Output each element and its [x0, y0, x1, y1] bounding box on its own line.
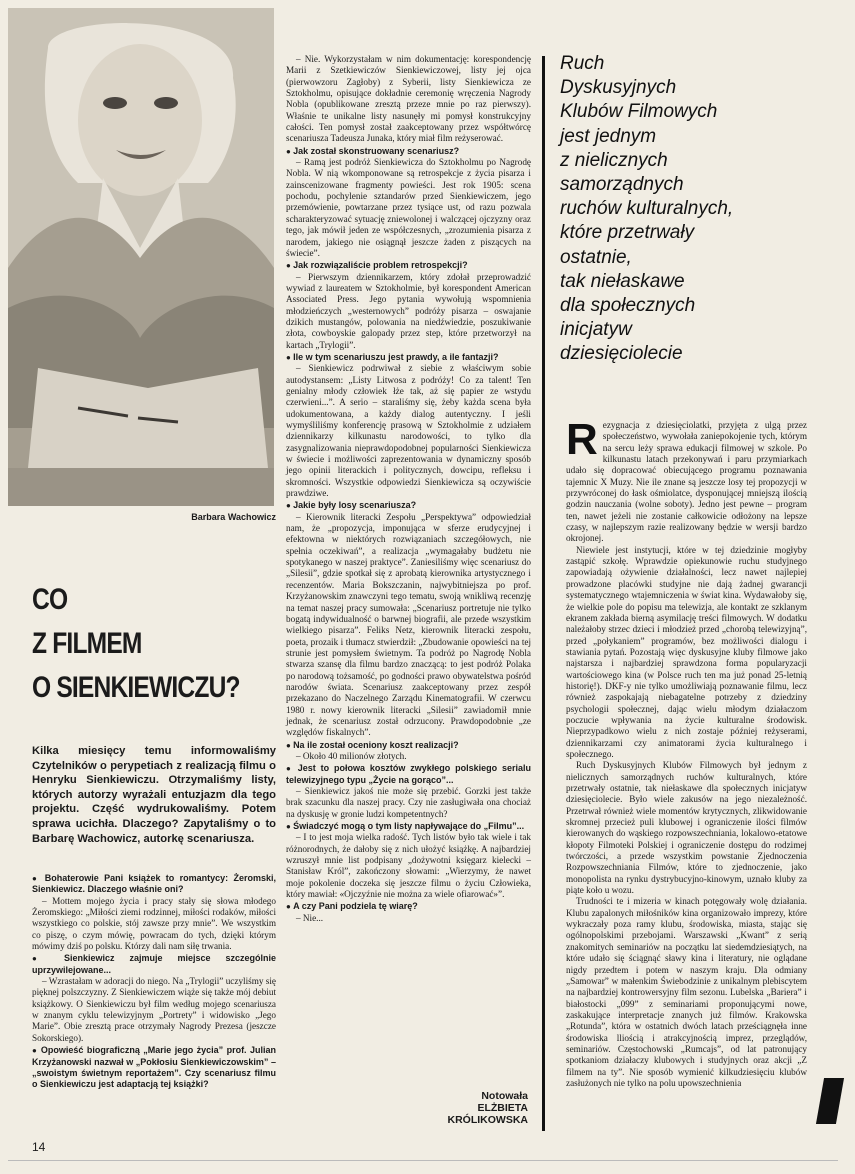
- question: ● Jak został skonstruowany scenariusz?: [286, 146, 531, 157]
- headline-line-1: CO: [32, 583, 68, 616]
- answer: – Pierwszym dziennikarzem, który zdołał przeprowadzić wywiad z laureatem w Sztokholmie, był korespondent American Associated Press. Jego pytania wywołują wspomnienia młodzieńczych „westernowych” podróży pisarza – oswajanie dzikich mustangów, polowania na niedźwiedzie, poszukiwanie złota, cowboyskie galopady przez step, które przetworzył na kartach „Trylogii”.: [286, 271, 531, 350]
- paragraph: Niewiele jest instytucji, które w tej dziedzinie mogłyby zastąpić szkołę. Wprawdzie opiekunowie ruchu studyjnego zapowiadają ożywienie działalności, lecz nawet najlepiej prowadzone placówki studyjne nie dają żadnej gwarancji systematycznego wtajemniczenia w świat kina. Wydawałoby się, że wielkie pole do popisu ma telewizja, ale kontakt ze szklanym ekranem zakłada bierną asymilację treści filmowych. W dodatku należałoby strzec dzieci i młodzież przed „chorobą telewizyjną”, przed „połykaniem” programów, bez możliwości dialogu i stawiania pytań. Pozostają więc dyskusyjne kluby filmowe jako najstarsza i najbardziej sprawdzona forma popularyzacji wartościowego kina (w Polsce ruch ten ma już ponad 25-letnią historię!). DKF-y nie tylko umożliwiają poznawanie filmu, lecz również zaspokajają niebagatelne potrzeby z dziedziny psychologii społecznej, dając wielu młodym działaczom poczucie wpływania na życie kulturalne środowisk. Nieprzypadkowo wielu z nich zostaje później reżyserami, dziennikarzami czy animatorami życia kulturalnego i społecznego.: [566, 544, 807, 759]
- question: ● Jakie były losy scenariusza?: [286, 500, 531, 511]
- pull-quote-line: samorządnych: [560, 174, 684, 196]
- headline-line-2: Z FILMEM: [32, 627, 142, 660]
- edge-marker: [816, 1078, 844, 1124]
- article-lead: Kilka miesięcy temu informowaliśmy Czytelników o perypetiach z realizacją filmu o Henryku Sienkiewiczu. Otrzymaliśmy listy, których autorzy wyrażali entuzjazm dla tego projektu. Część wydrukowaliśmy. Potem sprawa ucichła. Dlaczego? Zapytaliśmy o to Barbarę Wachowicz, autorkę scenariusza.: [32, 745, 276, 845]
- answer: – Mottem mojego życia i pracy stały się słowa młodego Żeromskiego: „Miłości ziemi rodzinnej, miłości rodaków, miłości wszystkiego co polskie, stój zawsze przy mnie”. We wszystkim co piszę, o czym mówię, powracam do tych, dzięki którym mówimy dziś po polsku. Którzy dali nam siłę trwania.: [32, 895, 276, 952]
- pull-quote-line: które przetrwały: [560, 222, 695, 244]
- answer: – Wzrastałam w adoracji do niego. Na „Trylogii” uczyliśmy się pięknej polszczyzny. Z Sienkiewiczem wiąże się także mój debiut książkowy. O Sienkiewiczu był film według mojego scenariusza w znanym cyklu telewizyjnym „Portrety” i widowisko „Jego Marie”. Obie zresztą prace otrzymały Nagrody Prezesa (jeszcze Sokorskiego).: [32, 976, 276, 1043]
- signature-label: Notowała: [481, 1090, 528, 1102]
- pull-quote-line: dziesięciolecie: [560, 343, 683, 365]
- paragraph: Trudności te i mizeria w kinach potęgowały wolę działania. Klubu zapalonych miłośników kina organizowało imprezy, które wykraczały poza ramy klubu, środowiska, miasta, stając się ogólnopolskimi przebojami. Warszawski „Kwant” z serią znakomitych seminariów na początku lat siedemdziesiątych, na które udało się ściągnąć sławy kina i literatury, nie oglądane nigdy przedtem i potem w naszym kraju. Dla odmiany „Samowar” w małenkim Świebodzinie z unikalnym plebiscytem na najbardziej kontrowersyjny film sezonu. Lubelska „Bariera” i białostocki „099” z seminariami proponującymi nowe, zaskakujące interpretacje znanych już filmów. Krakowska „Rotunda”, która w ostatnich dwóch latach prześciągnęła inne środowiska lliością i atrakcyjnością imprez, przeglądów, seminariów. Częstochowski „Rumcajs”, od lat patronujący spotkaniom działaczy klubowych i studyjnych oraz akcji „Z filmem na ty”. Nie sposób wymienić kilkudziesięciu klubów zasłużonych nie tylko na polu upowszechnienia: [566, 896, 807, 1088]
- signature-surname: KRÓLIKOWSKA: [447, 1114, 528, 1126]
- photo-credit: Barbara Wachowicz: [191, 512, 276, 522]
- article-column-3: [566, 415, 807, 1089]
- pull-quote-line: ruchów kulturalnych,: [560, 198, 734, 220]
- answer: – Ramą jest podróż Sienkiewicza do Sztokholmu po Nagrodę Nobla. W nią wkomponowane są retrospekcje z życia pisarza i zainscenizowane fragmenty powieści. Jest rok 1905: scena pochodu, pochylenie sztandarów przed Sienkiewiczem, jego przemówienie, powtarzane przez tysiące ust, od razu pozwala scharakteryzować sytuację zniewolonej i walczącej ojczyzny oraz tego, jak mówił jeden ze współczesnych, „zrozumienia pisarza z narodem, jakiego nie osiągnął jeszcze żaden z piszących na świecie”.: [286, 157, 531, 258]
- pull-quote-line: Ruch: [560, 53, 605, 74]
- author-signature: [400, 1090, 528, 1126]
- answer: – Nie...: [296, 912, 324, 923]
- question: ● Świadczyć mogą o tym listy napływające do „Filmu”...: [286, 821, 531, 832]
- column-divider: [542, 56, 545, 1131]
- question: ● Opowieść biograficzną „Marie jego życia” prof. Julian Krzyżanowski nazwał w „Pokłosiu Sienkiewiczowskim” – „swoistym świetnym reportażem”. Czy scenariusz filmu o Sienkiewiczu jest adaptacją tej książki?: [32, 1045, 276, 1090]
- interview-column-2: [286, 54, 531, 924]
- question: ● Na ile został oceniony koszt realizacji?: [286, 740, 531, 751]
- answer: – Nie. Wykorzystałam w nim dokumentację: korespondencję Marii z Szetkiewiczów Sienkiewiczowej, listy jej ojca (pierwowzoru Zagłoby) z Syberii, listy Sienkiewicza ze Sztokholmu, opisujące dokładnie ceremonię wręczenia Nagrody Nobla (opublikowane zresztą przeze mnie po raz pierwszy). Właśnie te unikalne listy nasunęły mi pomysł konstrukcyjny całości. Ten pomysł został zaakceptowany przez współtwórcę scenariusza Tadeusza Junaka, który miał film reżyserować.: [286, 54, 531, 144]
- question: ● Sienkiewicz zajmuje miejsce szczególnie uprzywilejowane...: [32, 953, 276, 976]
- paragraph: Ruch Dyskusyjnych Klubów Filmowych był jednym z nielicznych samorządnych ruchów kulturalnych, które przetrwały ostatnie, tak niełaskawe dla społecznych inicjatyw dziesięciolecie. Było wiele zakusów na jego niezależność. Przetrwał również wiele momentów krytycznych, zlikwidowanie skromnej przecież puli klubowej i ograniczenie ilości filmów kierowanych do wąskiego rozpowszechniania, lokalowo-etatowe kłopoty Filmoteki Polskiej i ograniczenie dostępu do rodzimej twórczości, a przede wszystkim powstanie Zjednoczenia Rozpowszechniania Filmów, które to zjednoczenie, jako monopolista na rynku dystrybucyjno-kinowym, uznało kluby za piąte koło u wozu.: [566, 760, 807, 896]
- pull-quote-line: ostatnie,: [560, 246, 632, 268]
- answer: – Kierownik literacki Zespołu „Perspektywa” odpowiedział nam, że „propozycja, imponująca w sferze erudycyjnej i efektowna w niektórych rozwiązaniach szczegółowych, nie spełnia oczekiwań”, a realizacja „wymagałaby budżetu nie spotykanego w naszej praktyce”. Zaniesiliśmy więc scenariusz do „Silesii”, gdzie spotkał się z aprobatą kierownika artystycznego i recenzentów. Maria Bokszczanin, najwybitniejsza po prof. Krzyżanowskim znawczyni tego tematu, swoją wnikliwą recenzję na temat naszej pracy sumowała: „Scenariusz portretuje nie tylko bogatą indywidualność o barwnej biografii, ale przede wszystkim wielkiego pisarza”. Feliks Netz, kierownik literacki zespołu, poeta, prozaik i tłumacz stwierdził: „Zbudowanie opowieści na tej strunie jest pomysłem świetnym. Ta podróż po Nagrodę Nobla stwarza szansę dla filmu bardzo znaczącą: to jest podróż Polaka po narodową tożsamość, po godności prawo obywatelstwa pośród narodów świata. Scenariusz zaakceptowany przez zespół przekazano do Naczelnego Zarządu Kinematografii. W czerwcu 1980 r. nowy kierownik literacki „Silesii” zawiadomił mnie jednak, że scenariusz został odrzucony. Prawdopodobnie „ze względów fiskalnych”.: [286, 511, 531, 738]
- article-headline: [32, 578, 240, 710]
- author-portrait-photo: [8, 8, 274, 506]
- question: ● A czy Pani podziela tę wiarę?: [286, 901, 531, 912]
- pull-quote-line: z nielicznych: [560, 149, 668, 171]
- paragraph-text: ezygnacja z dziesięciolatki, przyjęta z ulgą przez społeczeństwo, wywołała zaniepokojenie tych, którym na sercu leży sprawa edukacji filmowej w szkole. Po kilkunastu latach przekonywań i paru przymiarkach udało się dopracować obiecującego programu poznawania tajemnic X Muzy. Nie ile znane są jeszcze losy tej propozycji w przywróconej do łask ośmiolatce, dysponującej mniejszą ilością godzin nauczania (wolne soboty). Jedno jest pewne – program ten, nawet jeżeli nie zostanie całkowicie odłożony na lepsze czasy, w najlepszym razie realizowany będzie w wersji bardzo okrojonej.: [566, 420, 807, 544]
- portrait-illustration: [8, 8, 274, 506]
- page-bottom-rule: [8, 1160, 838, 1161]
- pull-quote-line: dla społecznych: [560, 295, 696, 317]
- drop-cap: R: [566, 415, 598, 464]
- pull-quote-line: inicjatyw: [560, 319, 632, 341]
- question: ● Bohaterowie Pani książek to romantycy: Żeromski, Sienkiewicz. Dlaczego właśnie oni?: [32, 873, 276, 896]
- answer: – I to jest moja wielka radość. Tych listów było tak wiele i tak różnorodnych, że dałoby się z nich ułożyć książkę. A najbardziej wzruszył mnie list podpisany „dożywotni księgarz kielecki – Stanisław Król”, zakończony słowami: „Wierzymy, że nawet moje pokolenie doczeka się jeszcze filmu o życiu Człowieka, który mawiał: «Ojczyźnie nie można za wiele ofiarować»”.: [286, 832, 531, 900]
- pull-quote-line: tak niełaskawe: [560, 270, 685, 292]
- pull-quote-line: jest jednym: [560, 125, 657, 147]
- answer: – Sienkiewicz podrwiwał z siebie z właściwym sobie autodystansem: „Listy Litwosa z podróży! Co za talent! Ten genialny młody człowiek łże tak, aż się papier ze wstydu czerwieni...”. A serio – staraliśmy się, żeby każda scena była udokumentowana, a każdy dialog autentyczny. I jeśli wymyśliliśmy konferencję prasową w Sztokholmie z udziałem dziennikarzy kilkunastu narodowości, to tylko dla zasygnalizowania nieprawdopodobnej popularności Sienkiewicza w świecie i możliwości zaprezentowania w dynamiczny sposób jego opinii literackich i politycznych, dowcipu, refleksu i skromności. Wszystkie odpowiedzi Sienkiewicza są oczywiście prawdziwe.: [286, 363, 531, 499]
- pull-quote-line: Dyskusyjnych: [560, 77, 677, 99]
- signature-name: ELŻBIETA: [477, 1102, 528, 1114]
- interview-column-1: [32, 872, 276, 1091]
- paragraph: [566, 415, 807, 545]
- page-number: 14: [32, 1140, 46, 1154]
- pull-quote-line: Klubów Filmowych: [560, 101, 718, 123]
- answer: – Sienkiewicz jakoś nie może się przebić. Gorzki jest także brak szacunku dla naszej pracy. Czy nie zasługiwała ona chociaż na dyskusję w gronie ludzi kompetentnych?: [286, 786, 531, 819]
- question: ● Ile w tym scenariuszu jest prawdy, a ile fantazji?: [286, 352, 531, 363]
- answer: – Około 40 milionów złotych.: [296, 750, 407, 761]
- question: ● Jest to połowa kosztów zwykłego polskiego serialu telewizyjnego typu „Życie na gorąco”...: [286, 763, 531, 786]
- headline-line-3: O SIENKIEWICZU?: [32, 671, 240, 704]
- question: ● Jak rozwiązaliście problem retrospekcji?: [286, 260, 531, 271]
- pull-quote: [560, 52, 810, 367]
